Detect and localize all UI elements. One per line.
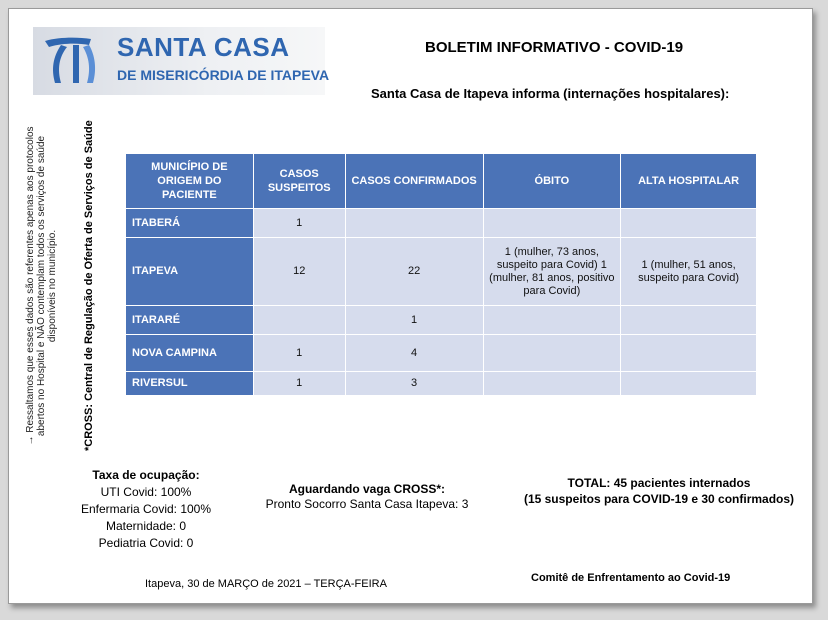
suspeitos-cell: 1 xyxy=(253,209,345,238)
total-block xyxy=(514,475,804,507)
occupancy-line: Pediatria Covid: 0 xyxy=(98,536,194,550)
municipio-cell: ITAPEVA xyxy=(126,238,254,306)
waiting-title: Aguardando vaga CROSS*: xyxy=(288,482,446,496)
municipio-cell: RIVERSUL xyxy=(126,372,254,396)
logo-title: SANTA CASA xyxy=(117,32,290,62)
bulletin-heading: BOLETIM INFORMATIVO - COVID-19 xyxy=(425,39,684,56)
side-note: → Ressaltamos que esses dados são referentes apenas aos protocolos abertos no Hospital e NÃO contemplam todos os serviços de saúde disponíveis no município. xyxy=(25,126,58,446)
total-line-1: TOTAL: 45 pacientes internados xyxy=(567,476,751,490)
obito-cell xyxy=(483,209,621,238)
obito-cell: 1 (mulher, 73 anos, suspeito para Covid) 1 (mulher, 81 anos, positivo para Covid) xyxy=(483,238,621,306)
total-line-2: (15 suspeitos para COVID-19 e 30 confirmados) xyxy=(523,492,795,506)
col-header-obito: ÓBITO xyxy=(483,154,621,209)
occupancy-title: Taxa de ocupação: xyxy=(92,468,200,482)
table-header-row xyxy=(126,154,757,209)
obito-cell xyxy=(483,372,621,396)
alta-cell xyxy=(621,306,757,335)
cross-definition: *CROSS: Central de Regulação de Oferta de Serviços de Saúde xyxy=(83,120,95,451)
alta-cell xyxy=(621,209,757,238)
logo-subtitle: DE MISERICÓRDIA DE ITAPEVA xyxy=(117,67,330,83)
table-row xyxy=(126,306,757,335)
alta-cell xyxy=(621,335,757,372)
col-header-suspeitos: CASOS SUSPEITOS xyxy=(253,154,345,209)
table-row xyxy=(126,335,757,372)
footer-date: Itapeva, 30 de MARÇO de 2021 – TERÇA-FEIRA xyxy=(145,578,387,590)
obito-cell xyxy=(483,335,621,372)
bulletin-slide xyxy=(8,8,813,604)
occupancy-line: Enfermaria Covid: 100% xyxy=(80,502,212,516)
santa-casa-logo xyxy=(33,27,330,95)
occupancy-line: UTI Covid: 100% xyxy=(100,485,192,499)
table-row xyxy=(126,372,757,396)
table-row xyxy=(126,209,757,238)
municipio-cell: ITARARÉ xyxy=(126,306,254,335)
obito-cell xyxy=(483,306,621,335)
col-header-alta: ALTA HOSPITALAR xyxy=(621,154,757,209)
suspeitos-cell: 1 xyxy=(253,335,345,372)
footer-committee: Comitê de Enfrentamento ao Covid-19 xyxy=(531,572,731,584)
waiting-text: Pronto Socorro Santa Casa Itapeva: 3 xyxy=(265,497,469,511)
suspeitos-cell: 12 xyxy=(253,238,345,306)
suspeitos-cell: 1 xyxy=(253,372,345,396)
municipio-cell: ITABERÁ xyxy=(126,209,254,238)
occupancy-block xyxy=(71,467,221,552)
bulletin-subheading: Santa Casa de Itapeva informa (internações hospitalares): xyxy=(371,86,730,101)
hospitalization-table xyxy=(125,153,757,396)
suspeitos-cell xyxy=(253,306,345,335)
alta-cell: 1 (mulher, 51 anos, suspeito para Covid) xyxy=(621,238,757,306)
confirmados-cell: 22 xyxy=(345,238,483,306)
waiting-block xyxy=(257,482,477,512)
confirmados-cell xyxy=(345,209,483,238)
table-row xyxy=(126,238,757,306)
confirmados-cell: 3 xyxy=(345,372,483,396)
alta-cell xyxy=(621,372,757,396)
santa-casa-logo-icon xyxy=(39,33,97,89)
confirmados-cell: 1 xyxy=(345,306,483,335)
occupancy-line: Maternidade: 0 xyxy=(105,519,187,533)
confirmados-cell: 4 xyxy=(345,335,483,372)
col-header-municipio: MUNICÍPIO DE ORIGEM DO PACIENTE xyxy=(126,154,254,209)
col-header-confirmados: CASOS CONFIRMADOS xyxy=(345,154,483,209)
municipio-cell: NOVA CAMPINA xyxy=(126,335,254,372)
